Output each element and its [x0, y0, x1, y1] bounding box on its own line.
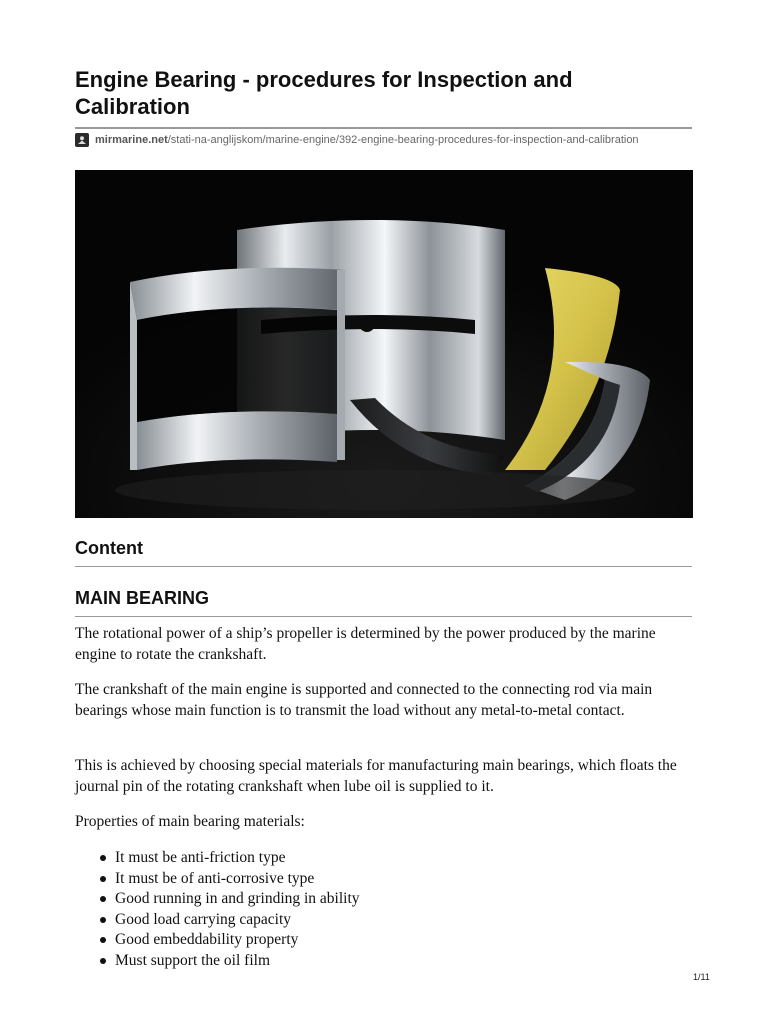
main-bearing-heading: MAIN BEARING [75, 588, 209, 608]
paragraph: The rotational power of a ship’s propeller is determined by the power produced by the marine engine to rotate the crankshaft. [75, 625, 656, 663]
list-item-text: It must be anti-friction type [115, 849, 286, 866]
bullet-icon [100, 937, 106, 943]
page-title: Engine Bearing - procedures for Inspection and Calibration [75, 67, 573, 119]
bullet-icon [100, 896, 106, 902]
bullet-icon [100, 876, 106, 882]
source-domain[interactable]: mirmarine.net [95, 134, 168, 146]
paragraph: This is achieved by choosing special materials for manufacturing main bearings, which floats the journal pin of the rotating crankshaft when lube oil is supplied to it. [75, 757, 677, 795]
source-link[interactable] [75, 132, 639, 148]
paragraph: Properties of main bearing materials: [75, 813, 305, 830]
list-item-text: It must be of anti-corrosive type [115, 869, 315, 887]
bullet-icon [100, 958, 106, 964]
list-item [115, 910, 360, 931]
list-item [115, 889, 360, 910]
properties-list [115, 848, 360, 971]
bullet-icon [100, 855, 106, 861]
list-item [115, 951, 360, 972]
list-item-text: Good embeddability property [115, 931, 299, 948]
bearing-photo [75, 170, 693, 518]
site-favicon-icon [75, 133, 89, 147]
source-path[interactable]: /stati-na-anglijskom/marine-engine/392-engine-bearing-procedures-for-inspection-and-calibration [167, 134, 639, 146]
list-item-text: Must support the oil film [115, 951, 270, 969]
list-item [115, 869, 360, 890]
content-heading: Content [75, 538, 143, 558]
list-item [115, 848, 360, 869]
bullet-icon [100, 917, 106, 923]
list-item [115, 930, 360, 951]
list-item-text: Good running in and grinding in ability [115, 890, 360, 907]
paragraph: The crankshaft of the main engine is supported and connected to the connecting rod via main bearings whose main function is to transmit the load without any metal-to-metal contact. [75, 681, 653, 719]
main-bearing-divider [75, 616, 692, 617]
content-divider [75, 566, 692, 567]
list-item-text: Good load carrying capacity [115, 910, 292, 928]
title-divider [75, 127, 692, 129]
page-number: 1/11 [693, 972, 710, 982]
